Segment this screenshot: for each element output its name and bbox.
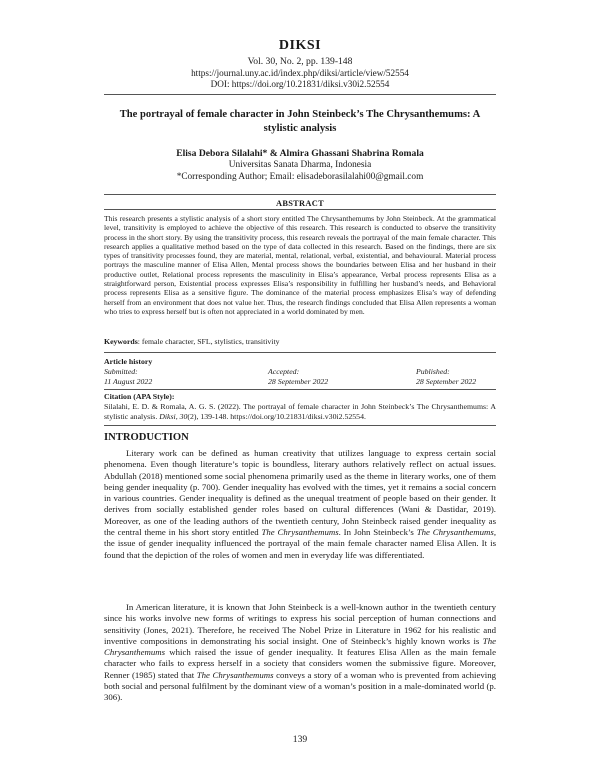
paper-title: The portrayal of female character in John Steinbeck’s The Chrysanthemums: A stylistic analysis: [119, 109, 481, 134]
citation-heading: Citation (APA Style):: [104, 392, 175, 401]
author-affiliation: Universitas Sanata Dharma, Indonesia: [228, 160, 372, 170]
published-date: 28 September 2022: [416, 377, 477, 386]
history-bottom-rule: [104, 389, 496, 390]
citation-bottom-rule: [104, 425, 496, 426]
journal-volume: Vol. 30, No. 2, pp. 139-148: [247, 56, 353, 67]
header-rule: [104, 94, 496, 95]
abstract-heading-rule: [104, 209, 496, 210]
submitted-column: [104, 367, 152, 387]
keywords-label: Keywords: [104, 337, 138, 346]
citation-doi[interactable]: (2), 139-148. https://doi.org/10.21831/diksi.v30i2.52554.: [187, 412, 366, 421]
corresponding-author: *Corresponding Author; Email: elisadeborasilalahi00@gmail.com: [176, 172, 424, 182]
p1-text-a: Literary work can be defined as human creativity that utilizes language to express certain social phenomena. Even though literature’s topic is boundless, literary authors relatively reflect on actual issues. Abdullah (2018) mentioned some social phenomena primarily used as the theme in literary works, one of them being gender inequality (p. 700). Gender inequality has evolved with the times, yet it remains a social concern in various countries. Gender inequality is defined as the unequal treatment of people based on their gender. It derives from socially established gender roles based on cultural differences (Wani & Dastidar, 2019). Moreover, as one of the leading authors of the twentieth century, John Steinbeck raised gender inequality as the central theme in his short story entitled: [104, 448, 496, 538]
accepted-date: 28 September 2022: [268, 377, 329, 386]
paper-authors: Elisa Debora Silalahi* & Almira Ghassani Shabrina Romala: [176, 148, 424, 159]
abstract-heading: ABSTRACT: [275, 199, 324, 208]
published-label: Published:: [416, 367, 450, 376]
history-top-rule: [104, 352, 496, 353]
citation-pre: Silalahi, E. D. & Romala, A. G. S. (2022). The portrayal of female character in John Steinbeck’s The Chrysanthemums: A stylistic analysis.: [104, 402, 496, 421]
keywords-line: [104, 337, 496, 346]
p2-text-b: which raised the issue of gender inequality. It features Elisa Allen as the main female character who fails to express herself in a society that considers women the submissive figure. Moreover, Renner (1985) stated that: [104, 647, 496, 680]
accepted-column: [268, 367, 328, 387]
article-history-heading: Article history: [104, 357, 153, 366]
p2-title-2: The Chrysanthemums: [196, 669, 274, 680]
intro-paragraph-2: [104, 602, 496, 704]
keywords-text: : female character, SFL, stylistics, transitivity: [137, 337, 280, 346]
p1-title-1: The Chrysanthemums: [261, 527, 339, 538]
submitted-date: 11 August 2022: [104, 377, 153, 386]
p1-title-2: The Chrysanthemums: [416, 527, 494, 538]
journal-url[interactable]: https://journal.uny.ac.id/index.php/diksi/article/view/52554: [191, 68, 409, 78]
citation-text: [104, 402, 496, 422]
journal-doi[interactable]: DOI: https://doi.org/10.21831/diksi.v30i2.52554: [210, 79, 390, 89]
introduction-heading: INTRODUCTION: [104, 432, 189, 443]
p2-text-c: conveys a story of a woman who is prevented from achieving both social and personal fulfilment by the dominant view of a woman’s position in a male-dominated world (p. 306).: [104, 669, 496, 703]
p2-title-1: The Chrysanthemums: [104, 635, 496, 658]
submitted-label: Submitted:: [104, 367, 138, 376]
journal-name: DIKSI: [278, 38, 322, 53]
intro-paragraph-1: [104, 448, 496, 561]
p1-text-b: . In John Steinbeck’s: [338, 527, 417, 538]
abstract-top-rule: [104, 194, 496, 195]
page-number: 139: [292, 734, 308, 745]
published-column: [416, 367, 476, 387]
p2-text-a: In American literature, it is known that John Steinbeck is a well-known author in the twentieth century since his works involve new forms of writings to express his social perception of human connections and sensitivity (Jones, 2021). Therefore, he received The Nobel Prize in Literature in 1962 for his realistic and inventive compositions in demonstrating his social insight. One of Steinbeck’s highly known works is: [104, 602, 496, 646]
abstract-text: This research presents a stylistic analysis of a short story entitled The Chrysanthemums by John Steinbeck. At the grammatical level, transitivity is employed to achieve the objective of this research. This research is conducted to observe the transitivity process in the short story. By using the transitivity process, this research reveals the portrayal of the main female character. This research applies a qualitative method based on the type of data collected in this research. Based on the findings, there are six types of transitivity processes found, they are material, mental, relational, verbal, existential, and behavioural. Material process portrays the masculine manner of Elisa Allen, Mental process shows the boundaries between Elisa and her husband in their productive outlet, Relational process represents the masculinity in Elisa’s appearance, Verbal process represents Elisa as a straightforward person, Existential process expresses Elisa’s responsibility in fulfilling her husband’s needs, and Behavioral process represents Elisa as a sensitive figure. The dominance of the material process emphasizes Elisa’s way of defending herself from an environment that does not value her. Thus, the research findings concluded that Elisa Allen represents a woman who tries to express herself but is often not appreciated in a world dominated by men.: [104, 214, 496, 316]
accepted-label: Accepted:: [268, 367, 300, 376]
p1-text-c: , the issue of gender inequality influenced the portrayal of the main female character named Elisa Allen. It is found that the depiction of the roles of women and men in everyday life was differentiated.: [104, 527, 497, 560]
citation-journal: Diksi, 30: [159, 412, 188, 421]
